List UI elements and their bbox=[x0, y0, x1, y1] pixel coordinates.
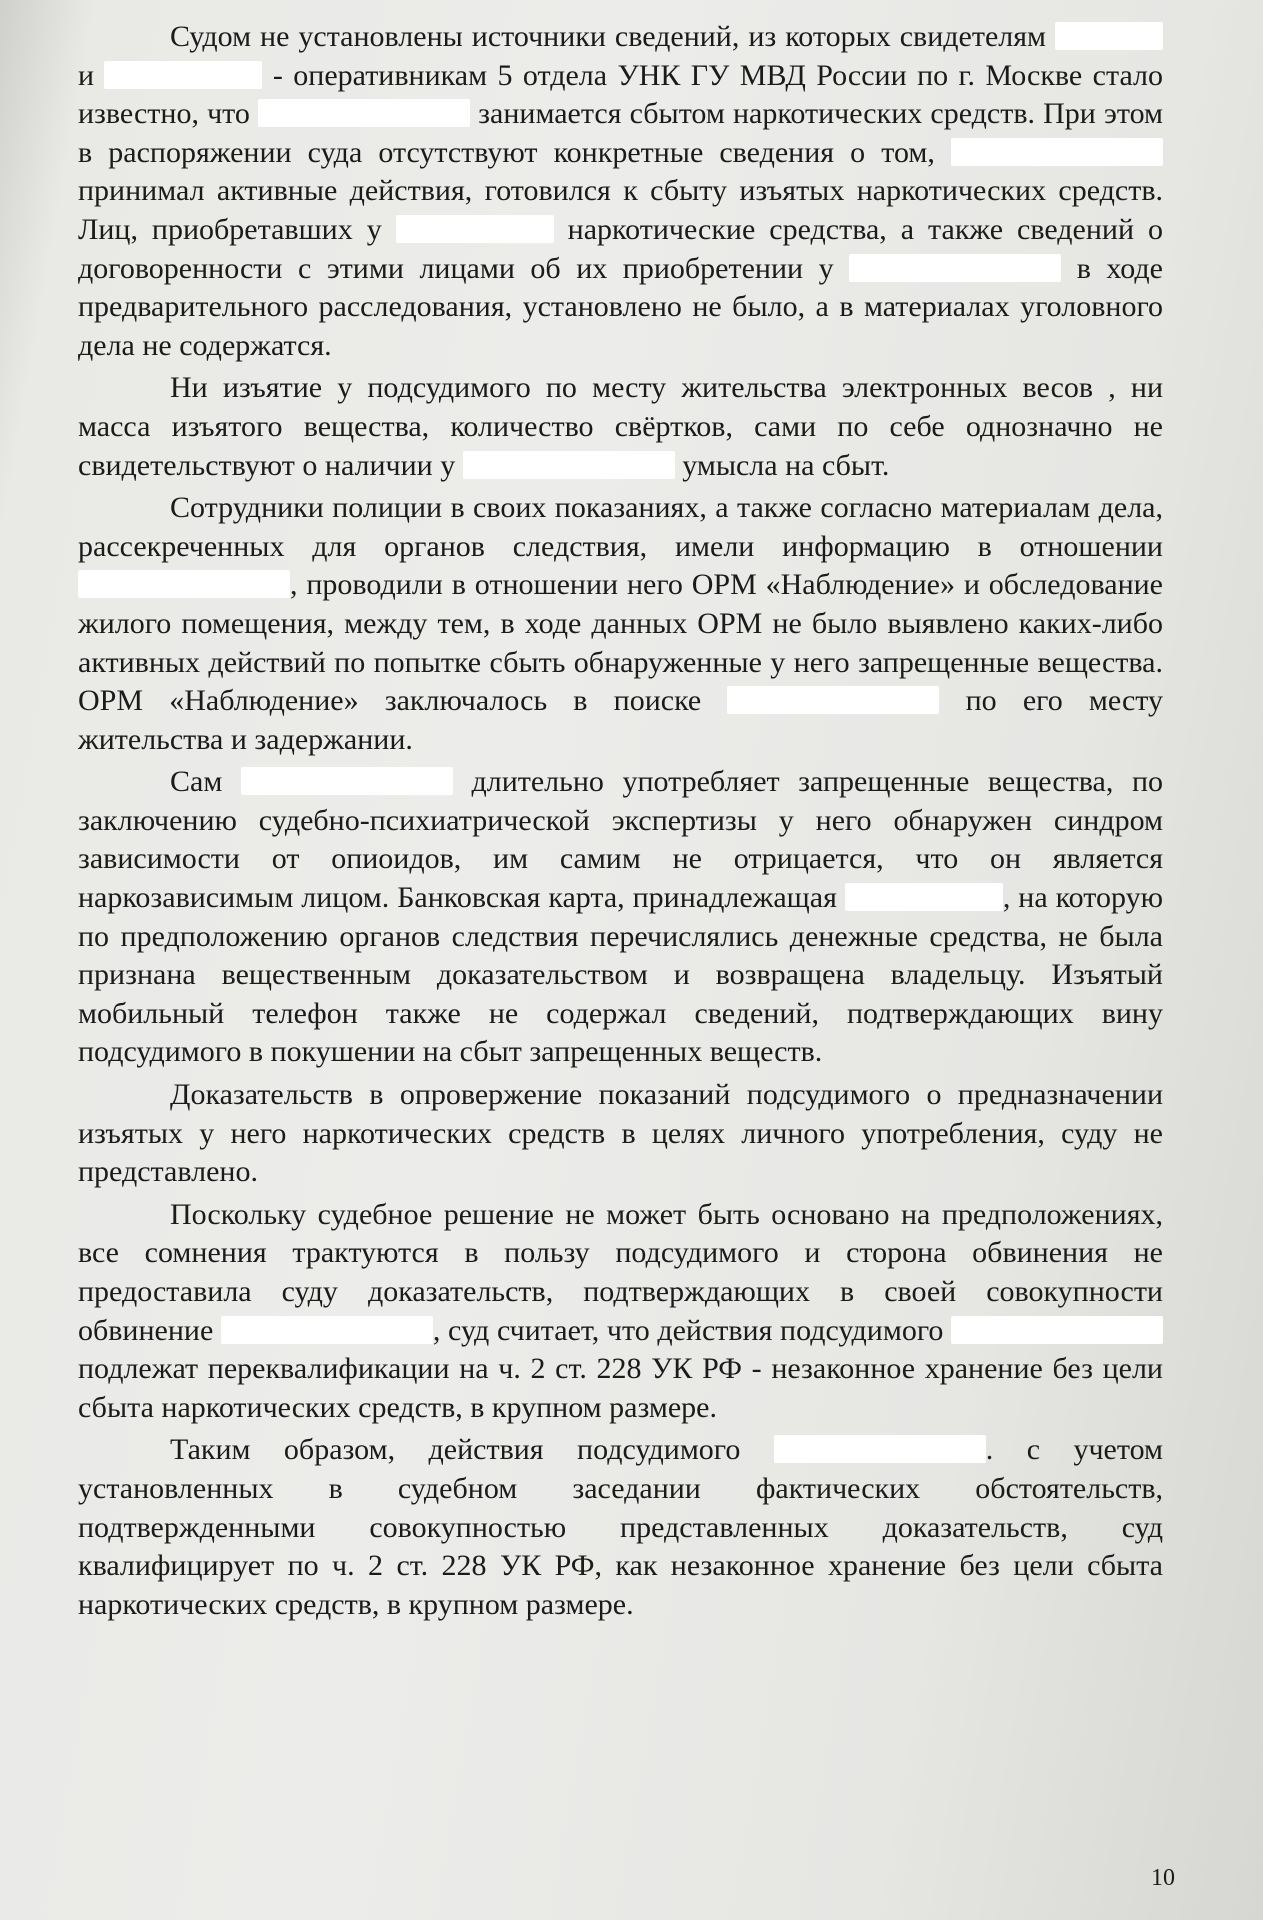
redaction-box bbox=[78, 570, 290, 598]
redaction-box bbox=[951, 1316, 1163, 1344]
redaction-box bbox=[1055, 22, 1163, 50]
redaction-box bbox=[396, 215, 554, 243]
text-segment: Таким образом, действия подсудимого bbox=[170, 1433, 774, 1467]
redaction-box bbox=[951, 138, 1163, 166]
paragraph-p2 bbox=[78, 369, 1163, 485]
redaction-box bbox=[258, 99, 470, 127]
redaction-box bbox=[221, 1316, 433, 1344]
document-body bbox=[78, 18, 1163, 1628]
paragraph-p1 bbox=[78, 18, 1163, 365]
text-segment: занимается сбытом наркотических средств. При этом в распоряжении суда отсутствуют конкретные сведения о том, bbox=[78, 97, 1163, 169]
redaction-box bbox=[463, 451, 675, 479]
text-segment: Ни изъятие у подсудимого по месту жительства электронных весов , ни масса изъятого вещества, количество свёртков, сами по себе однозначно не свидетельствуют о наличии у bbox=[78, 371, 1163, 482]
paragraph-p5 bbox=[78, 1076, 1163, 1192]
paragraph-p3 bbox=[78, 489, 1163, 759]
page-number: 10 bbox=[1151, 1865, 1175, 1891]
text-segment: - оперативникам 5 отдела УНК ГУ МВД России по г. Москве стало известно, что bbox=[78, 58, 1163, 131]
redaction-box bbox=[849, 254, 1061, 282]
redaction-box bbox=[727, 686, 939, 714]
text-segment: , проводили в отношении него ОРМ «Наблюдение» и обследование жилого помещения, между тем, в ходе данных ОРМ не было выявлено каких-либо активных действий по попытке сбыть обнаруженные у него запрещенные вещества. ОРМ «Наблюдение» заключалось в поиске bbox=[78, 568, 1163, 718]
redaction-box bbox=[774, 1435, 986, 1463]
paragraph-p4 bbox=[78, 763, 1163, 1072]
text-segment: Поскольку судебное решение не может быть основано на предположениях, все сомнения трактуются в пользу подсудимого и сторона обвинения не предоставила суду доказательств, подтверждающих в своей совокупности обвинение bbox=[78, 1197, 1163, 1347]
text-segment: , на которую по предположению органов следствия перечислялись денежные средства, не была признана вещественным доказательством и возвращена владельцу. Изъятый мобильный телефон также не содержал сведений, подтверждающих вину подсудимого в покушении на сбыт запрещенных веществ. bbox=[78, 881, 1163, 1069]
text-segment: принимал активные действия, готовился к сбыту изъятых наркотических средств. Лиц, приобретавших у bbox=[78, 174, 1163, 246]
text-segment: длительно употребляет запрещенные вещества, по заключению судебно-психиатрической экспертизы у него обнаружен синдром зависимости от опиоидов, им самим не отрицается, что он является наркозависимым лицом. Банковская карта, принадлежащая bbox=[78, 765, 1163, 915]
paragraph-p6 bbox=[78, 1196, 1163, 1428]
text-segment: умысла на сбыт. bbox=[674, 448, 890, 482]
text-segment: по его месту жительства и задержании. bbox=[78, 684, 1163, 756]
text-segment: в ходе предварительного расследования, установлено не было, а в материалах уголовного дела не содержатся. bbox=[78, 251, 1163, 362]
redaction-box bbox=[104, 61, 262, 89]
paragraph-p7 bbox=[78, 1431, 1163, 1624]
text-segment: . с учетом установленных в судебном заседании фактических обстоятельств, подтвержденными совокупностью представленных доказательств, суд квалифицирует по ч. 2 ст. 228 УК РФ, как незаконное хранение без цели сбыта наркотических средств, в крупном размере. bbox=[78, 1433, 1163, 1621]
text-segment: наркотические средства, а также сведений о договоренности с этими лицами об их приобретении у bbox=[78, 212, 1163, 285]
redaction-box bbox=[845, 883, 1003, 911]
text-segment: и bbox=[78, 58, 105, 92]
text-segment: Сам bbox=[170, 765, 241, 799]
text-segment: подлежат переквалификации на ч. 2 ст. 228 УК РФ - незаконное хранение без цели сбыта наркотических средств, в крупном размере. bbox=[78, 1352, 1163, 1424]
text-segment: Доказательств в опровержение показаний подсудимого о предназначении изъятых у него наркотических средств в целях личного употребления, суду не представлено. bbox=[78, 1078, 1163, 1189]
text-segment: Судом не установлены источники сведений, из которых свидетелям bbox=[170, 20, 1055, 53]
redaction-box bbox=[241, 767, 453, 795]
text-segment: , суд считает, что действия подсудимого bbox=[432, 1313, 951, 1347]
text-segment: Сотрудники полиции в своих показаниях, а также согласно материалам дела, рассекреченных для органов следствия, имели информацию в отношении bbox=[78, 491, 1163, 563]
